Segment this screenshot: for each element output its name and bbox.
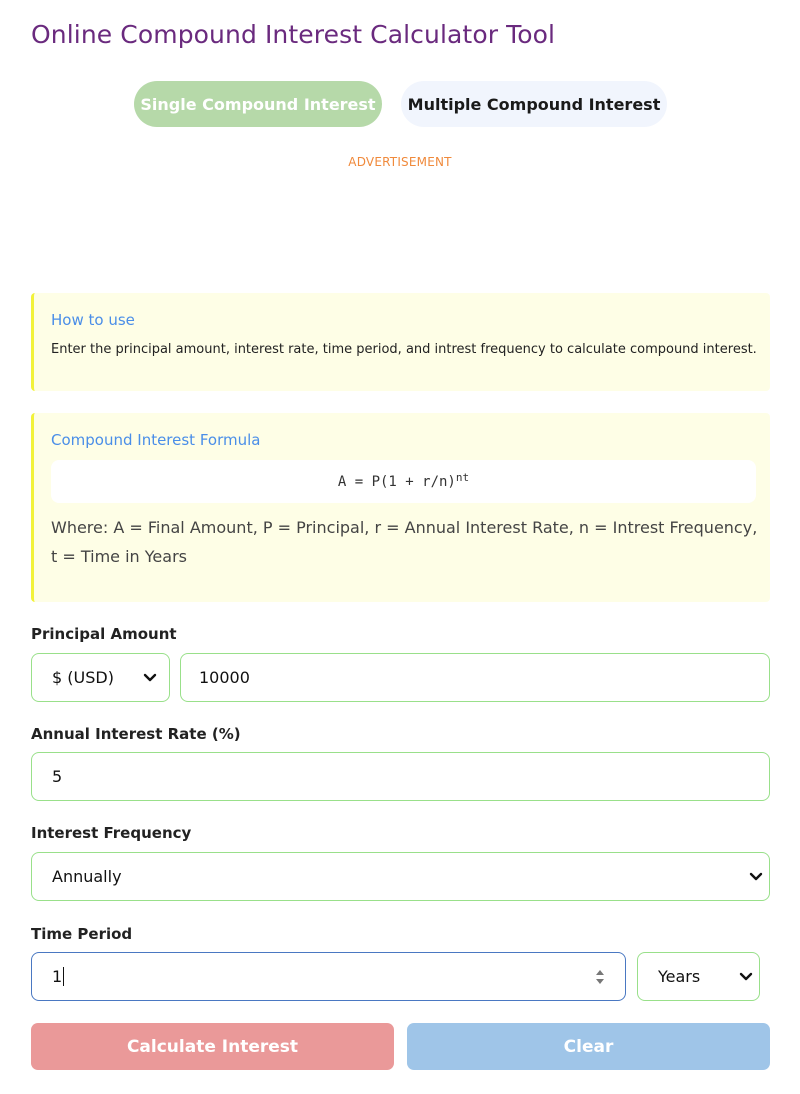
chevron-down-icon [739,972,753,982]
formula-expression-panel [51,460,756,503]
how-to-use-box [31,293,770,391]
chevron-down-icon [749,872,763,882]
currency-select-value: $ (USD) [52,668,114,687]
time-unit-value: Years [658,967,701,986]
formula-description: Where: A = Final Amount, P = Principal, r = Annual Interest Rate, n = Intrest Frequency, t = Time in Years [51,518,758,566]
formula-exponent: nt [455,471,470,484]
time-period-input[interactable] [31,952,626,1001]
time-period-value: 1 [52,967,63,986]
interest-rate-value: 5 [52,767,63,786]
interest-frequency-label: Interest Frequency [31,824,192,842]
interest-rate-input[interactable] [31,752,770,801]
advertisement-label: ADVERTISEMENT [348,155,452,169]
clear-button[interactable]: Clear [407,1023,770,1070]
interest-frequency-value: Annually [52,867,122,886]
tab-single-compound-interest[interactable]: Single Compound Interest [134,81,382,127]
formula-expression: A = P(1 + r/n) [337,473,456,490]
currency-select[interactable] [31,653,170,702]
text-cursor [63,967,64,986]
chevron-down-icon [143,673,157,683]
calculate-interest-button[interactable]: Calculate Interest [31,1023,394,1070]
time-unit-select[interactable] [637,952,760,1001]
principal-amount-input[interactable] [180,653,770,702]
interest-rate-label: Annual Interest Rate (%) [31,725,241,743]
formula-box [31,413,770,602]
page-title: Online Compound Interest Calculator Tool [31,20,556,49]
formula-heading: Compound Interest Formula [51,431,261,449]
tab-multiple-compound-interest[interactable]: Multiple Compound Interest [401,81,667,127]
spinner-icon[interactable] [595,968,605,986]
how-to-use-text: Enter the principal amount, interest rate, time period, and intrest frequency to calculate compound interest. [51,342,757,357]
how-to-use-heading: How to use [51,311,135,329]
principal-label: Principal Amount [31,625,177,643]
interest-frequency-select[interactable] [31,852,770,901]
principal-amount-value: 10000 [199,668,250,687]
time-period-label: Time Period [31,925,133,943]
